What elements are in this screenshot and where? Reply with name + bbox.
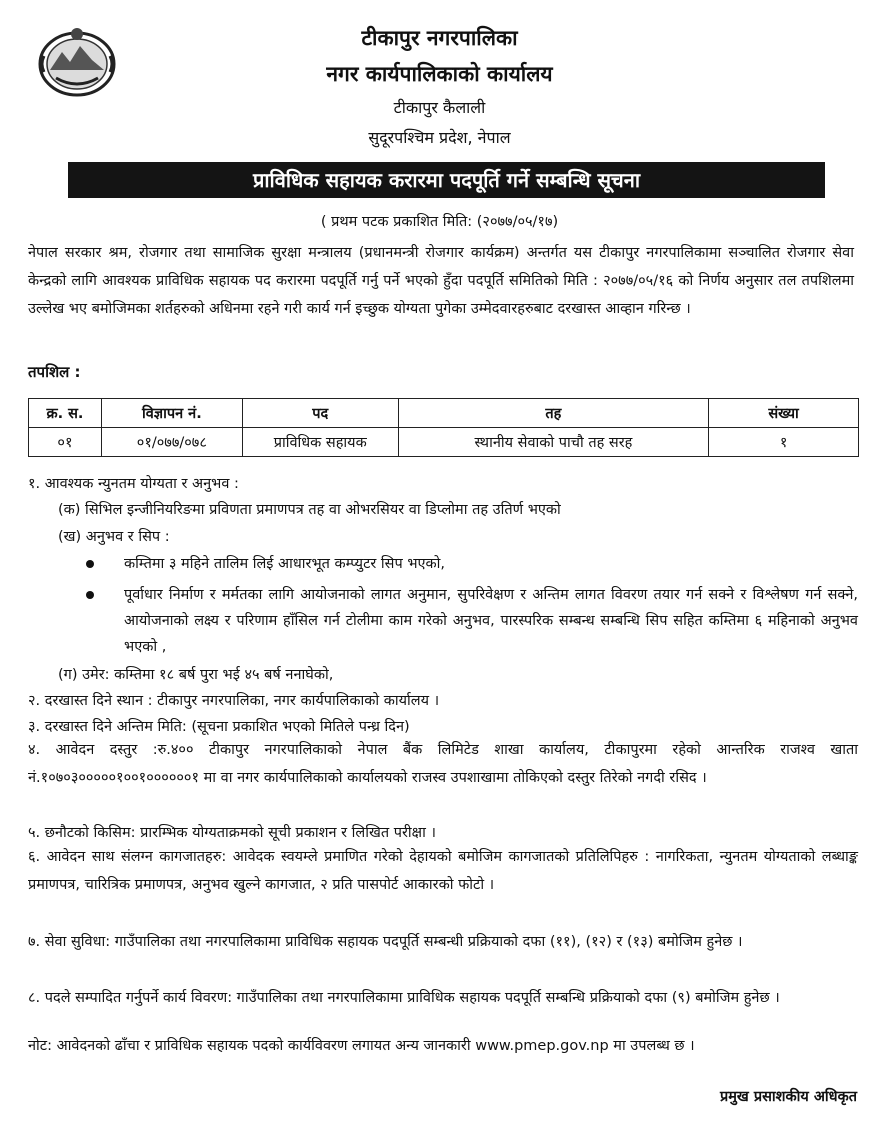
experience-bullet-1: कम्तिमा ३ महिने तालिम लिई आधारभूत कम्प्युटर सिप भएको,: [124, 556, 446, 572]
signoff-chief-officer: प्रमुख प्रसाशकीय अधिकृत: [720, 1089, 857, 1105]
table-header-row: [29, 399, 859, 428]
table-cell: ०१/०७७/०७८: [101, 428, 242, 457]
table-cell: १: [709, 428, 859, 457]
item-5-selection: ५. छनौटको किसिम: प्रारम्भिक योग्यताक्रमको सूची प्रकाशन र लिखित परीक्षा ।: [28, 825, 436, 841]
table-cell: प्राविधिक सहायक: [242, 428, 398, 457]
bullet-icon: [86, 560, 94, 568]
item-7-facilities: ७. सेवा सुविधा: गाउँपालिका तथा नगरपालिकामा प्राविधिक सहायक पदपूर्ति सम्बन्धी प्रक्रियाको दफा (११), (१२) र (१३) बमोजिम हुनेछ ।: [28, 934, 743, 950]
requirement-kha: (ख) अनुभव र सिप :: [58, 529, 170, 545]
requirement-ga: (ग) उमेर: कम्तिमा १८ बर्ष पुरा भई ४५ बर्ष ननाघेको,: [58, 667, 334, 683]
vacancy-table: [28, 398, 859, 457]
publish-date: ( प्रथम पटक प्रकाशित मिति: (२०७७/०५/१७): [320, 214, 559, 230]
table-header: संख्या: [709, 399, 859, 428]
bullet-icon: [86, 591, 94, 599]
item-2-application-place: २. दरखास्त दिने स्थान : टीकापुर नगरपालिका, नगर कार्यपालिकाको कार्यालय ।: [28, 693, 440, 709]
province: सुदूरपश्चिम प्रदेश, नेपाल: [368, 128, 511, 147]
nepal-government-emblem-icon: [36, 26, 118, 98]
requirement-title: १. आवश्यक न्युनतम योग्यता र अनुभव :: [28, 476, 239, 492]
table-header: पद: [242, 399, 398, 428]
requirement-ka: (क) सिभिल इन्जीनियरिङमा प्रविणता प्रमाणपत्र तह वा ओभरसियर वा डिप्लोमा तह उतिर्ण भएको: [58, 502, 561, 518]
note: नोट: आवेदनको ढाँचा र प्राविधिक सहायक पदको कार्यविवरण लगायत अन्य जानकारी www.pmep.gov.np मा उपलब्ध छ ।: [28, 1038, 695, 1054]
table-row: [29, 428, 859, 457]
table-header: क्र. स.: [29, 399, 102, 428]
item-6-documents: ६. आवेदन साथ संलग्न कागजातहरु: आवेदक स्वयम्ले प्रमाणित गरेको देहायको बमोजिम कागजातको प्रतिलिपिहरु : नागरिकता, न्युनतम योग्यताको लब्धाङ्क प्रमाणपत्र, चारित्रिक प्रमाणपत्र, अनुभव खुल्ने कागजात, २ प्रति पासपोर्ट आकारको फोटो ।: [28, 849, 858, 893]
municipality-name: टीकापुर नगरपालिका: [361, 26, 518, 50]
intro-paragraph: नेपाल सरकार श्रम, रोजगार तथा सामाजिक सुरक्षा मन्त्रालय (प्रधानमन्त्री रोजगार कार्यक्रम) अन्तर्गत यस टीकापुर नगरपालिकामा सञ्चालित रोजगार सेवा केन्द्रको लागि आवश्यक प्राविधिक सहायक पद करारमा पदपूर्ति गर्नु पर्ने भएको हुँदा पदपूर्ति समितिको मिति : २०७७/०५/१६ को निर्णय अनुसार तल तपशिलमा उल्लेख भए बमोजिमका शर्तहरुको अधिनमा रहने गरी कार्य गर्न इच्छुक योग्यता पुगेका उम्मेदवारहरुबाट दरखास्त आव्हान गरिन्छ ।: [28, 245, 854, 317]
experience-bullet-2: पूर्वाधार निर्माण र मर्मतका लागि आयोजनाको लागत अनुमान, सुपरिवेक्षण र अन्तिम लागत विवरण तयार गर्न सक्ने र विश्लेषण गर्न सक्ने, आयोजनाको लक्ष्य र परिणाम हाँसिल गर्न टोलीमा काम गरेको अनुभव, पारस्परिक सम्बन्ध सम्बन्धि सिप सहित कम्तिमा ६ महिनाको अनुभव भएको ,: [124, 587, 858, 655]
table-cell: स्थानीय सेवाको पाचौ तह सरह: [398, 428, 709, 457]
item-3-deadline: ३. दरखास्त दिने अन्तिम मिति: (सूचना प्रकाशित भएको मितिले पन्ध्र दिन): [28, 719, 410, 735]
location: टीकापुर कैलाली: [393, 98, 486, 117]
tapsil-label: तपशिल :: [28, 363, 81, 381]
item-8-job-description: ८. पदले सम्पादित गर्नुपर्ने कार्य विवरण: गाउँपालिका तथा नगरपालिकामा प्राविधिक सहायक पदपूर्ति सम्बन्धि प्रक्रियाको दफा (९) बमोजिम हुनेछ ।: [28, 990, 780, 1006]
item-4-fee: ४. आवेदन दस्तुर :रु.४०० टीकापुर नगरपालिकाको नेपाल बैंक लिमिटेड शाखा कार्यालय, टीकापुरमा रहेको आन्तरिक राजश्व खाता नं.१०७०३०००००१००१००००००१ मा वा नगर कार्यपालिकाको कार्यालयको राजस्व उपशाखामा तोकिएको दस्तुर तिरेको नगदी रसिद ।: [28, 742, 858, 786]
table-cell: ०१: [29, 428, 102, 457]
table-header: विज्ञापन नं.: [101, 399, 242, 428]
table-header: तह: [398, 399, 709, 428]
notice-title: प्राविधिक सहायक करारमा पदपूर्ति गर्ने सम्बन्धि सूचना: [68, 162, 825, 198]
office-name: नगर कार्यपालिकाको कार्यालय: [326, 62, 553, 86]
